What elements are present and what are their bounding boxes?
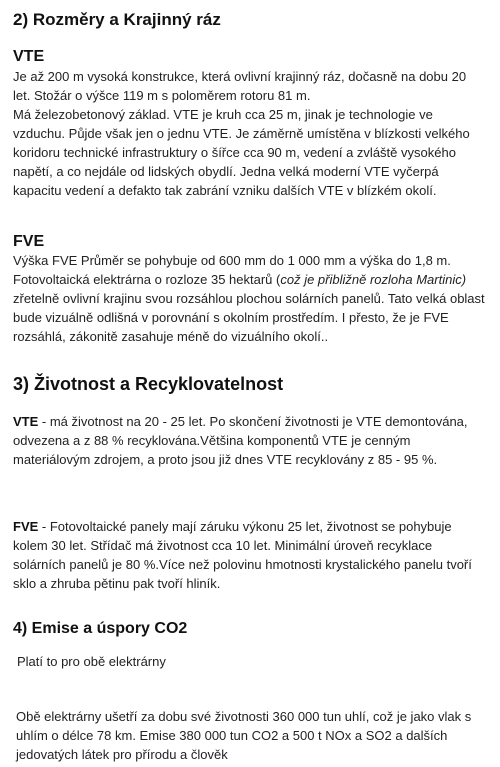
fve-lifetime-text: - Fotovoltaické panely mají záruku výkonu 25 let, životnost se pohybuje kolem 30 let. Střídač má životnost cca 10 let. Minimální úroveň recyklace solárních panelů je 80 %.Více než polovinu hmotnosti krystalického panelu tvoří sklo a zhruba pětinu pak tvoří hliník.	[13, 519, 472, 591]
fve-dimensions-paragraph-2	[13, 270, 485, 346]
vte-dimensions-paragraph-2: Má železobetonový základ. VTE je kruh cca 25 m, jinak je technologie ve vzduchu. Půjde však jen o jednu VTE. Je záměrně umístěna v blízkosti velkého koridoru technické infrastruktury o šířce cca 90 m, vedení a zvláště vysokého napětí, a co nejdále od lidských obydlí. Jedna velká moderní VTE vyčerpá kapacitu vedení a defakto tak zabrání vzniku dalších VTE v blízkém okolí.	[13, 107, 470, 198]
vte-lifetime-block	[13, 412, 485, 469]
fve-subheading: FVE	[13, 233, 45, 250]
fve-p2-start: Fotovoltaická elektrárna o rozloze 35 hektarů (	[13, 272, 281, 287]
emissions-note: Platí to pro obě elektrárny	[17, 654, 166, 669]
fve-dimensions-block	[13, 251, 485, 346]
fve-lifetime-block	[13, 517, 485, 593]
vte-subheading: VTE	[13, 48, 45, 65]
section-4-heading: 4) Emise a úspory CO2	[13, 620, 188, 637]
emissions-block	[16, 707, 485, 764]
section-2-heading: 2) Rozměry a Krajinný ráz	[13, 10, 221, 29]
fve-p2-end: zřetelně ovlivní krajinu svou rozsáhlou plochou solárních panelů. Tato velká oblast bude vizuálně odlišná v porovnání s okolním prostředím. I přesto, že je FVE rozsáhlá, zákonitě zasahuje méně do vizuálního okolí..	[13, 291, 485, 344]
fve-lifetime-paragraph	[13, 517, 485, 593]
vte-dimensions-block	[13, 67, 485, 200]
fve-dimensions-paragraph-1: Výška FVE Průměr se pohybuje od 600 mm do 1 000 mm a výška do 1,8 m.	[13, 253, 451, 268]
fve-p2-italic: což je přibližně rozloha Martinic)	[280, 272, 467, 287]
emissions-paragraph: Obě elektrárny ušetří za dobu své životnosti 360 000 tun uhlí, což je jako vlak s uhlím o délce 78 km. Emise 380 000 tun CO2 a 500 t NOx a SO2 a dalších jedovatých látek pro přírodu a člověk	[16, 709, 472, 762]
vte-lifetime-paragraph	[13, 412, 485, 469]
section-3-heading: 3) Životnost a Recyklovatelnost	[13, 374, 284, 394]
vte-dimensions-paragraph-1: Je až 200 m vysoká konstrukce, která ovlivní krajinný ráz, dočasně na dobu 20 let. Stožár o výšce 119 m s poloměrem rotoru 81 m.	[13, 69, 467, 103]
vte-lifetime-text: - má životnost na 20 - 25 let. Po skončení životnosti je VTE demontována, odvezena a z 88 % recyklována.Většina komponentů VTE je cenným materiálovým zdrojem, a proto jsou již dnes VTE recyklovány z 85 - 95 %.	[13, 414, 468, 467]
fve-lifetime-label: FVE	[13, 519, 39, 534]
vte-lifetime-label: VTE	[13, 414, 39, 429]
